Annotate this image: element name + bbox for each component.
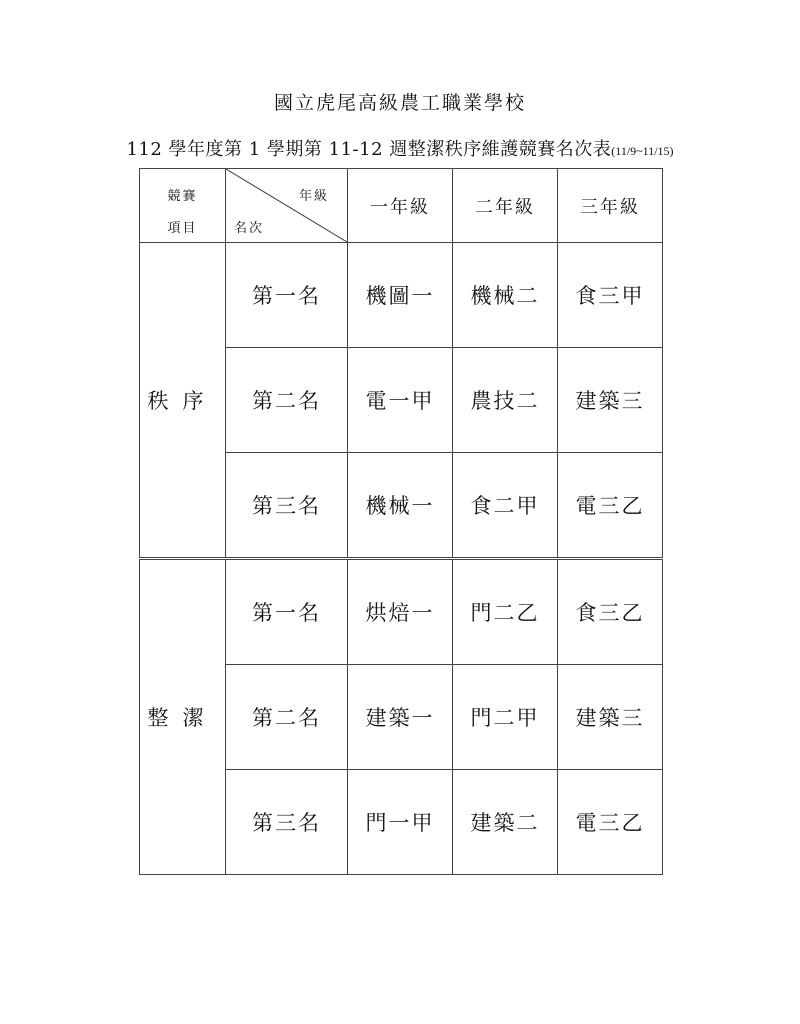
item-header-bottom: 項目 (167, 221, 198, 236)
rank-cell: 第三名 (226, 770, 348, 875)
document-subtitle (0, 135, 800, 161)
rank-cell: 第二名 (226, 665, 348, 770)
grade-header-3: 三年級 (558, 169, 663, 243)
rank-cell: 第一名 (226, 559, 348, 665)
rank-axis-label: 名次 (234, 221, 265, 236)
grade-header-1: 一年級 (348, 169, 453, 243)
class-cell: 門二乙 (453, 559, 558, 665)
date-range: (11/9~11/15) (611, 144, 674, 158)
school-name: 國立虎尾高級農工職業學校 (273, 92, 526, 114)
rank-cell: 第二名 (226, 348, 348, 453)
ranking-table (139, 168, 663, 875)
category-cleanliness: 整潔 (140, 559, 226, 875)
rank-cell: 第三名 (226, 453, 348, 559)
class-cell: 食三乙 (558, 559, 663, 665)
class-cell: 門一甲 (348, 770, 453, 875)
class-cell: 建築三 (558, 665, 663, 770)
rank-cell: 第一名 (226, 243, 348, 348)
class-cell: 電一甲 (348, 348, 453, 453)
class-cell: 門二甲 (453, 665, 558, 770)
class-cell: 建築一 (348, 665, 453, 770)
class-cell: 建築三 (558, 348, 663, 453)
class-cell: 機械二 (453, 243, 558, 348)
class-cell: 電三乙 (558, 770, 663, 875)
header-row (140, 169, 663, 243)
class-cell: 食三甲 (558, 243, 663, 348)
category-order: 秩序 (140, 243, 226, 559)
grade-header-2: 二年級 (453, 169, 558, 243)
diagonal-header-cell (226, 169, 348, 243)
class-cell: 農技二 (453, 348, 558, 453)
class-cell: 電三乙 (558, 453, 663, 559)
grade-axis-label: 年級 (298, 189, 329, 204)
class-cell: 機圖一 (348, 243, 453, 348)
item-header-top: 競賽 (167, 189, 198, 204)
table-row (140, 243, 663, 348)
table-row (140, 559, 663, 665)
class-cell: 食二甲 (453, 453, 558, 559)
subtitle-main: 112 學年度第 1 學期第 11-12 週整潔秩序維護競賽名次表 (126, 139, 612, 160)
class-cell: 機械一 (348, 453, 453, 559)
item-header-cell (140, 169, 226, 243)
class-cell: 建築二 (453, 770, 558, 875)
class-cell: 烘焙一 (348, 559, 453, 665)
